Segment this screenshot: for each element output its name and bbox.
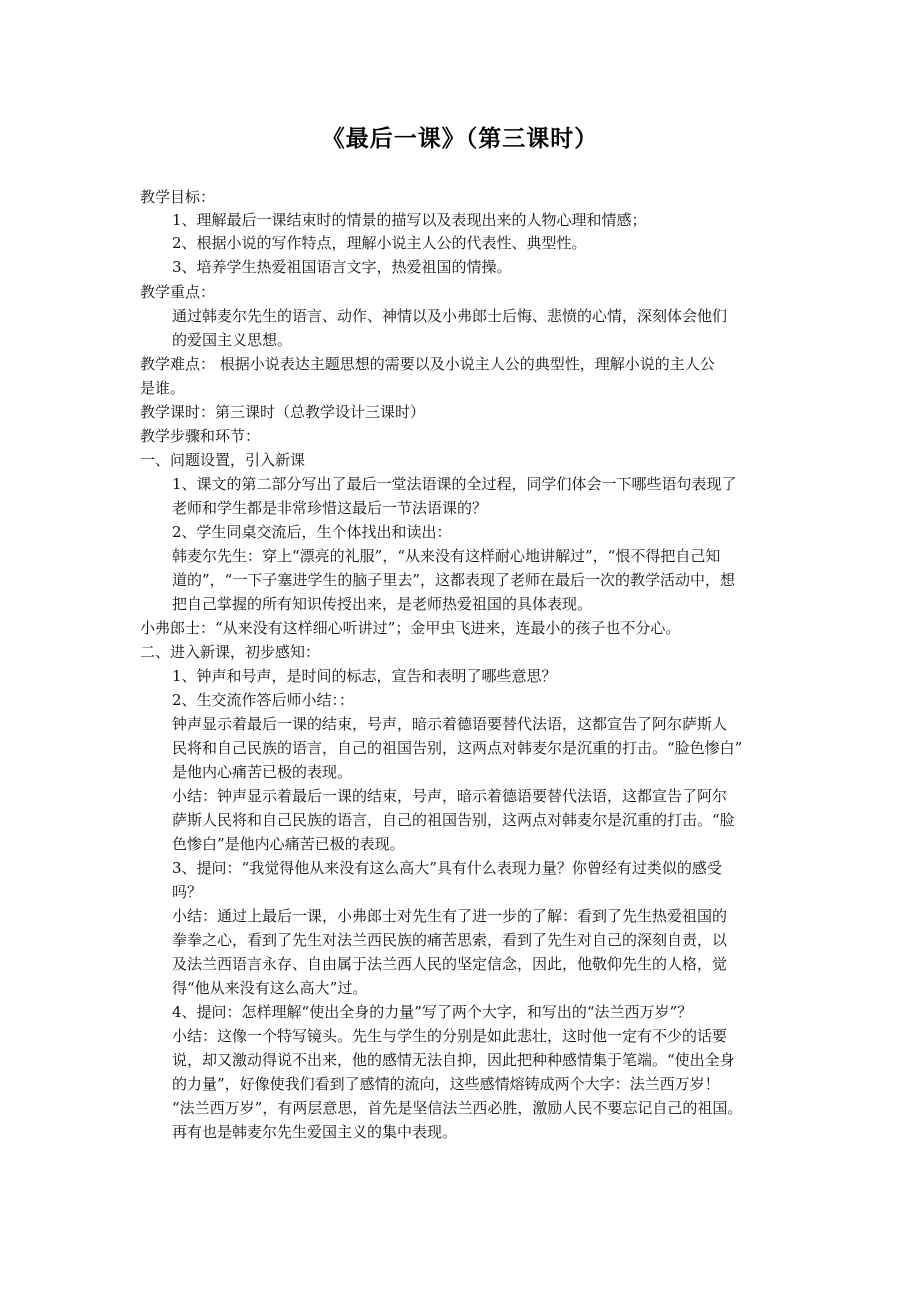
text-line: 教学重点： bbox=[140, 283, 216, 301]
section-heading: 一、问题设置，引入新课 bbox=[140, 451, 306, 469]
document-title: 《最后一课》（第三课时） bbox=[321, 126, 599, 152]
text-line: 1、钟声和号声，是时间的标志，宣告和表明了哪些意思？ bbox=[172, 667, 557, 685]
text-line: 小弗郎士：“从来没有这样细心听讲过”；金甲虫飞进来，连最小的孩子也不分心。 bbox=[140, 619, 681, 637]
text-line: 3、培养学生热爱祖国语言文字，热爱祖国的情操。 bbox=[172, 258, 512, 276]
text-line: 拳拳之心，看到了先生对法兰西民族的痛苦思索，看到了先生对自己的深刻自责，以 bbox=[172, 931, 728, 949]
text-line: 2、根据小说的写作特点，理解小说主人公的代表性、典型性。 bbox=[172, 234, 587, 252]
text-line: 教学课时：第三课时（总教学设计三课时） bbox=[140, 403, 426, 421]
text-line: 小结：这像一个特写镜头。先生与学生的分别是如此悲壮，这时他一定有不少的话要 bbox=[172, 1027, 728, 1045]
text-line: 教学难点： 根据小说表达主题思想的需要以及小说主人公的典型性，理解小说的主人公 bbox=[140, 355, 715, 373]
section-heading: 二、进入新课，初步感知： bbox=[140, 643, 321, 661]
text-line: 韩麦尔先生：穿上“漂亮的礼服”，“从来没有这样耐心地讲解过”，“恨不得把自己知 bbox=[172, 547, 721, 565]
text-line: 民将和自己民族的语言，自己的祖国告别，这两点对韩麦尔是沉重的打击。“脸色惨白” bbox=[172, 739, 743, 757]
text-line: 萨斯人民将和自己民族的语言，自己的祖国告别，这两点对韩麦尔是沉重的打击。“脸 bbox=[172, 811, 735, 829]
text-line: 的力量”，好像使我们看到了感情的流向，这些感情熔铸成两个大字：法兰西万岁！ bbox=[172, 1075, 720, 1093]
text-line: 小结：通过上最后一课，小弗郎士对先生有了进一步的了解：看到了先生热爱祖国的 bbox=[172, 907, 728, 925]
text-line: 老师和学生都是非常珍惜这最后一节法语课的？ bbox=[172, 499, 488, 517]
text-line: 说，却又激动得说不出来，他的感情无法自抑，因此把种种感情集于笔端。“使出全身 bbox=[172, 1051, 735, 1069]
text-line: 3、提问：“我觉得他从来没有这么高大”具有什么表现力量？你曾经有过类似的感受 bbox=[172, 859, 722, 877]
text-line: 的爱国主义思想。 bbox=[172, 331, 293, 349]
text-line: 2、生交流作答后师小结：： bbox=[172, 691, 355, 709]
text-line: 4、提问：怎样理解“使出全身的力量”写了两个大字，和写出的“法兰西万岁”？ bbox=[172, 1003, 693, 1021]
text-line: 是谁。 bbox=[140, 379, 186, 397]
text-line: 小结：钟声显示着最后一课的结束，号声，暗示着德语要替代法语，这都宣告了阿尔 bbox=[172, 787, 728, 805]
text-line: 把自己掌握的所有知识传授出来，是老师热爱祖国的具体表现。 bbox=[172, 595, 593, 613]
text-line: 1、理解最后一课结束时的情景的描写以及表现出来的人物心理和情感； bbox=[172, 211, 647, 229]
text-line: 吗？ bbox=[172, 883, 203, 901]
text-line: 2、学生同桌交流后，生个体找出和读出： bbox=[172, 523, 452, 541]
text-line: 及法兰西语言永存、自由属于法兰西人民的坚定信念，因此，他敬仰先生的人格，觉 bbox=[172, 955, 728, 973]
text-line: 通过韩麦尔先生的语言、动作、神情以及小弗郎士后悔、悲愤的心情，深刻体会他们 bbox=[172, 307, 728, 325]
text-line: “法兰西万岁”，有两层意思，首先是坚信法兰西必胜，激励人民不要忘记自己的祖国。 bbox=[172, 1099, 743, 1117]
text-line: 道的”，“一下子塞进学生的脑子里去”，这都表现了老师在最后一次的教学活动中，想 bbox=[172, 571, 736, 589]
text-line: 1、课文的第二部分写出了最后一堂法语课的全过程，同学们体会一下哪些语句表现了 bbox=[172, 475, 737, 493]
text-line: 教学目标： bbox=[140, 188, 216, 206]
text-line: 钟声显示着最后一课的结束，号声，暗示着德语要替代法语，这都宣告了阿尔萨斯人 bbox=[172, 715, 728, 733]
text-line: 是他内心痛苦已极的表现。 bbox=[172, 763, 353, 781]
text-line: 色惨白”是他内心痛苦已极的表现。 bbox=[172, 835, 405, 853]
text-line: 再有也是韩麦尔先生爱国主义的集中表现。 bbox=[172, 1123, 458, 1141]
text-line: 得“他从来没有这么高大”过。 bbox=[172, 979, 368, 997]
text-line: 教学步骤和环节： bbox=[140, 427, 261, 445]
